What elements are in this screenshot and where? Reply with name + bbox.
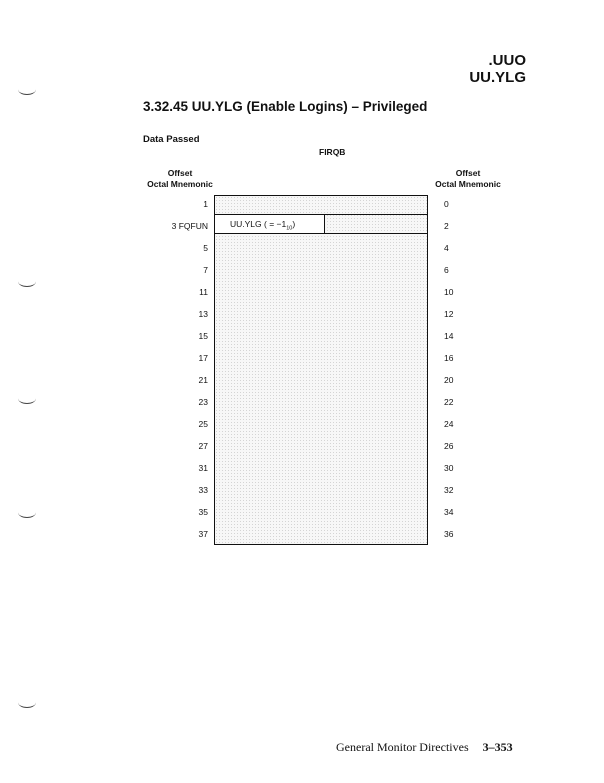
right-offset-row: 6	[444, 265, 449, 275]
left-offset-row: 31	[198, 463, 208, 473]
right-offset-row: 4	[444, 243, 449, 253]
right-offset-row: 30	[444, 463, 454, 473]
binding-mark	[18, 276, 36, 287]
left-offset-row: 37	[198, 529, 208, 539]
firqb-word-0	[215, 196, 427, 215]
header-line-code: UU.YLG	[469, 69, 526, 86]
section-title: 3.32.45 UU.YLG (Enable Logins) – Privileged	[143, 99, 428, 114]
right-offset-row: 0	[444, 199, 449, 209]
page-number: 3–353	[482, 740, 513, 754]
left-offset-row: 3 FQFUN	[171, 221, 208, 231]
left-offset-row: 7	[203, 265, 208, 275]
left-column-header	[140, 168, 220, 190]
right-offset-row: 34	[444, 507, 454, 517]
firqb-label: FIRQB	[319, 147, 346, 157]
right-offset-row: 10	[444, 287, 454, 297]
right-offset-row: 20	[444, 375, 454, 385]
right-octal-mnemonic-label: Octal Mnemonic	[435, 179, 501, 189]
left-offset-row: 33	[198, 485, 208, 495]
left-offset-row: 13	[198, 309, 208, 319]
left-offset-label: Offset	[167, 168, 193, 178]
data-passed-label: Data Passed	[143, 134, 200, 145]
right-offset-row: 26	[444, 441, 454, 451]
right-offset-row: 24	[444, 419, 454, 429]
left-offset-row: 35	[198, 507, 208, 517]
page-footer	[336, 740, 513, 755]
firqb-word-2	[215, 215, 427, 234]
left-offset-row: 27	[198, 441, 208, 451]
right-offset-label: Offset	[455, 168, 481, 178]
right-offset-row: 16	[444, 353, 454, 363]
right-column-header	[428, 168, 508, 190]
fqfun-value: UU.YLG ( = −1	[230, 219, 287, 229]
left-octal-mnemonic-label: Octal Mnemonic	[147, 179, 213, 189]
fqfun-close: )	[292, 219, 296, 229]
left-offset-row: 17	[198, 353, 208, 363]
binding-mark	[18, 697, 36, 708]
firqb-diagram	[214, 195, 428, 545]
right-offset-row: 12	[444, 309, 454, 319]
footer-chapter: General Monitor Directives	[336, 740, 469, 754]
binding-mark	[18, 507, 36, 518]
binding-mark	[18, 393, 36, 404]
running-header	[469, 52, 526, 86]
left-offset-row: 15	[198, 331, 208, 341]
left-offset-row: 1	[203, 199, 208, 209]
left-offset-row: 23	[198, 397, 208, 407]
left-offset-row: 5	[203, 243, 208, 253]
right-offset-row: 14	[444, 331, 454, 341]
fqfun-radix: 10	[286, 225, 293, 232]
fqfun-byte	[215, 215, 325, 233]
left-offset-row: 21	[198, 375, 208, 385]
left-offset-row: 25	[198, 419, 208, 429]
header-line-uuo: .UUO	[488, 52, 526, 69]
right-offset-row: 32	[444, 485, 454, 495]
right-offset-row: 36	[444, 529, 454, 539]
right-offset-row: 2	[444, 221, 449, 231]
binding-mark	[18, 84, 36, 95]
left-offset-row: 11	[199, 287, 208, 297]
right-offset-row: 22	[444, 397, 454, 407]
